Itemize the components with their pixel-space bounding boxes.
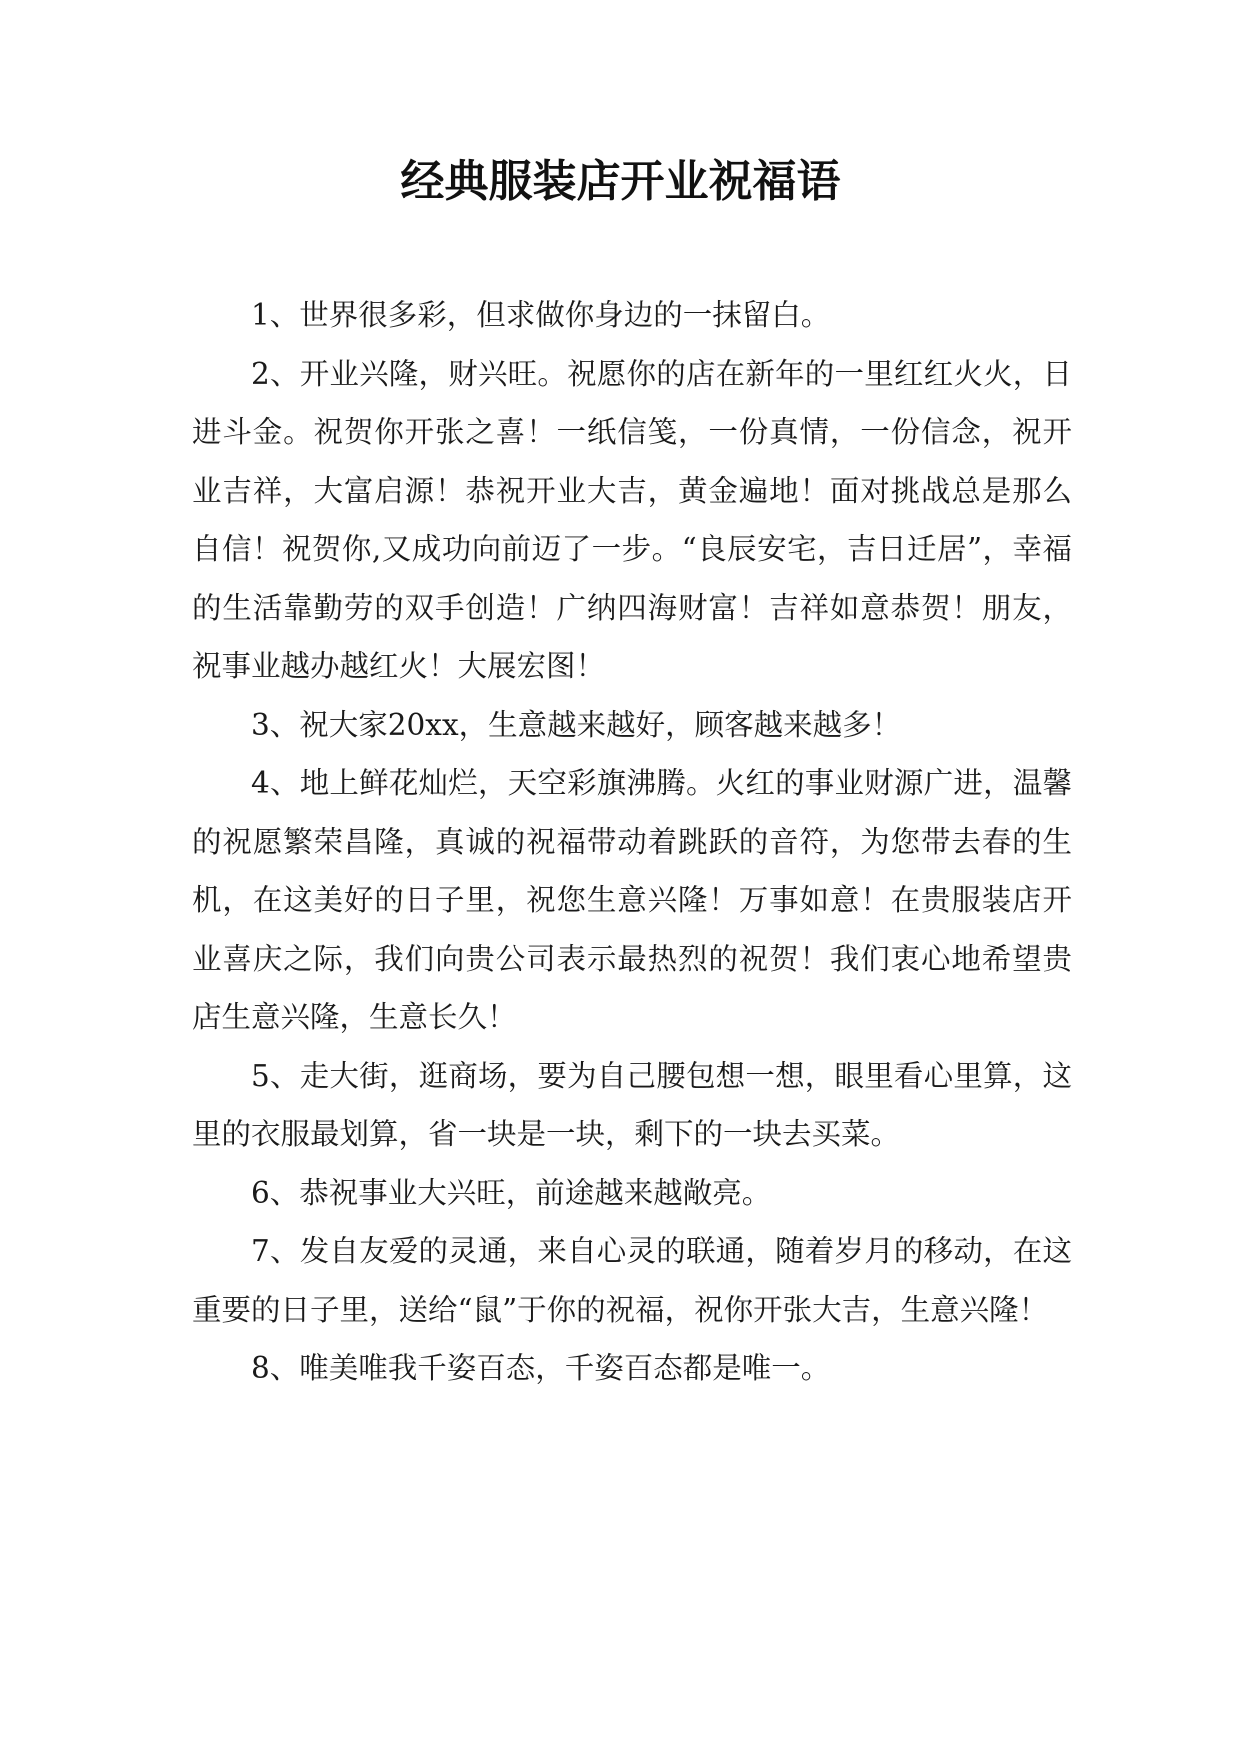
paragraph-4: 4、地上鲜花灿烂，天空彩旗沸腾。火红的事业财源广进，温馨的祝愿繁荣昌隆，真诚的祝福带动着跳跃的音符，为您带去春的生机，在这美好的日子里，祝您生意兴隆！万事如意！在贵服装店开业喜庆之际，我们向贵公司表示最热烈的祝贺！我们衷心地希望贵店生意兴隆，生意长久！ (192, 766, 1072, 1034)
paragraph-7: 7、发自友爱的灵通，来自心灵的联通，随着岁月的移动，在这重要的日子里，送给“鼠”于你的祝福，祝你开张大吉，生意兴隆！ (192, 1234, 1072, 1327)
paragraph-3: 3、祝大家20xx，生意越来越好，顾客越来越多！ (251, 707, 902, 742)
paragraph-6: 6、恭祝事业大兴旺，前途越来越敞亮。 (251, 1175, 772, 1210)
document-body (192, 286, 1072, 1398)
paragraph-2: 2、开业兴隆，财兴旺。祝愿你的店在新年的一里红红火火，日进斗金。祝贺你开张之喜！一纸信笺，一份真情，一份信念，祝开业吉祥，大富启源！恭祝开业大吉，黄金遍地！面对挑战总是那么自信！祝贺你,又成功向前迈了一步。“良辰安宅，吉日迁居”，幸福的生活靠勤劳的双手创造！广纳四海财富！吉祥如意恭贺！朋友，祝事业越办越红火！大展宏图！ (192, 356, 1072, 683)
document-title: 经典服装店开业祝福语 (400, 156, 841, 207)
paragraph-8: 8、唯美唯我千姿百态，千姿百态都是唯一。 (251, 1351, 831, 1385)
paragraph-5: 5、走大街，逛商场，要为自己腰包想一想，眼里看心里算，这里的衣服最划算，省一块是一块，剩下的一块去买菜。 (192, 1058, 1072, 1151)
paragraph-1: 1、世界很多彩，但求做你身边的一抹留白。 (251, 298, 831, 332)
